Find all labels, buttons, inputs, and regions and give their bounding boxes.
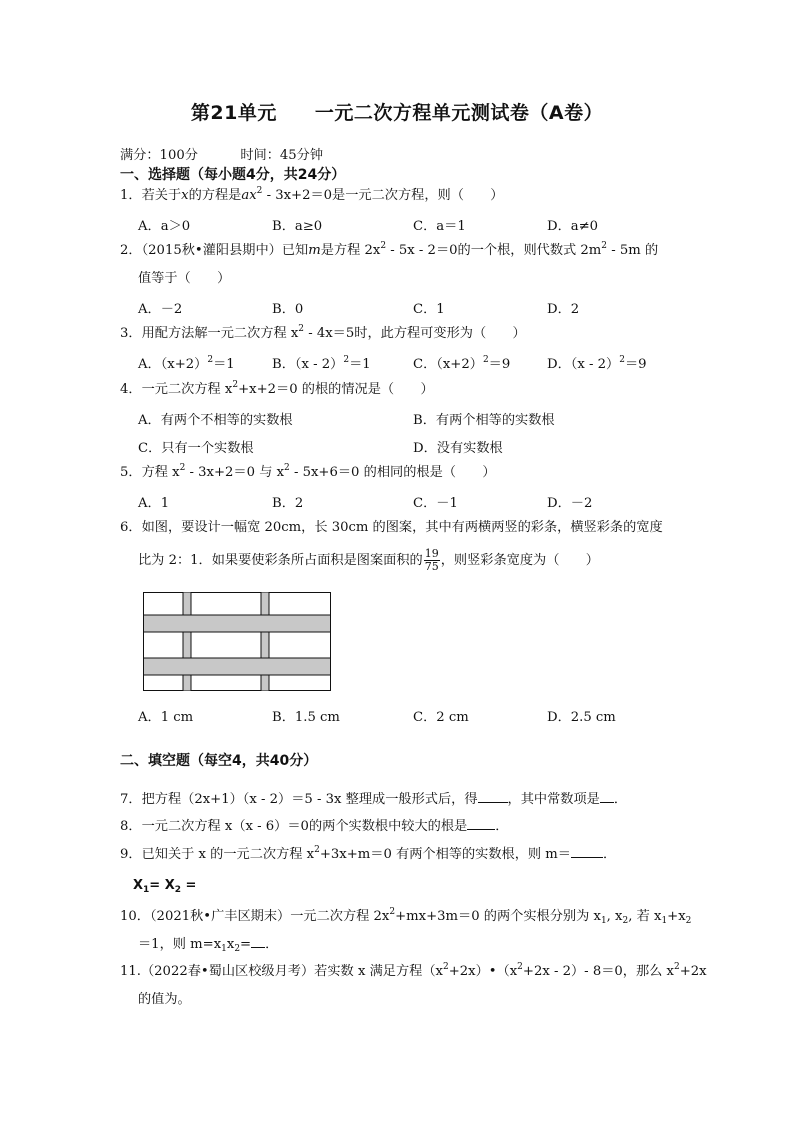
q1-option-d: D．a≠0 — [547, 219, 599, 234]
q6-option-b: B．1.5 cm — [272, 710, 340, 725]
question-11-cont: 的值为。 — [138, 992, 191, 1007]
question-8: 8．一元二次方程 x（x - 6）＝0的两个实数根中较大的根是 ． — [120, 819, 509, 834]
q4-option-c: C．只有一个实数根 — [138, 441, 254, 456]
section1-heading: 一、选择题（每小题4分，共24分） — [120, 167, 346, 183]
blank-q7-form[interactable] — [478, 791, 508, 803]
question-2-cont: 值等于（ ） — [138, 271, 231, 286]
q4-option-d: D．没有实数根 — [413, 441, 503, 456]
q2-option-d: D．2 — [547, 302, 580, 317]
page-title — [0, 98, 794, 125]
blank-q8[interactable] — [467, 818, 495, 830]
time-limit: 时间：45分钟 — [240, 148, 324, 163]
striped-pattern-figure — [143, 592, 331, 691]
pattern-outline — [144, 593, 331, 691]
question-10: 10．（2021秋•广丰区期末）一元二次方程 $2x^2+mx+3m=0$ 的两个实根分别为 $x_1$, $x_2$, 若 $x_1+x_2$ — [120, 907, 692, 926]
full-score: 满分：100分 — [120, 148, 198, 163]
q2-option-b: B．0 — [272, 302, 304, 317]
q4-option-b: B．有两个相等的实数根 — [413, 413, 555, 428]
q3-option-a: A．$(x+2)^2=1$ — [138, 355, 235, 372]
q5-option-a: A．1 — [138, 496, 170, 511]
title-unit: 第21单元 — [190, 102, 277, 124]
q5-option-d: D．－2 — [547, 496, 593, 511]
blank-q9[interactable] — [571, 846, 603, 858]
q2-option-c: C．1 — [413, 302, 445, 317]
question-7: 7．把方程（2x+1）（x - 2）＝5 - 3x 整理成一般形式后，得 ，其中常数项是 ． — [120, 792, 628, 807]
question-2: 2．（2015秋•灌阳县期中）已知m是方程 $2x^2 - 5x - 2=0$的一个根，则代数式 $2m^2 - 5m$ 的 — [120, 241, 659, 258]
q5-option-b: B．2 — [272, 496, 304, 511]
q2-option-a: A．－2 — [138, 302, 183, 317]
blank-q10[interactable] — [251, 936, 265, 948]
exam-meta — [120, 147, 323, 165]
q5-option-c: C．－1 — [413, 496, 458, 511]
blank-q7-constant[interactable] — [600, 791, 614, 803]
q4-option-a: A．有两个不相等的实数根 — [138, 413, 293, 428]
q6-option-d: D．2.5 cm — [547, 710, 616, 725]
q6-option-c: C．2 cm — [413, 710, 469, 725]
question-4: 4．一元二次方程 $x^2+x+2=0$ 的根的情况是（ ） — [120, 380, 434, 397]
horizontal-stripe-2 — [144, 658, 331, 675]
q1-option-b: B．a≥0 — [272, 219, 323, 234]
section2-heading: 二、填空题（每空4，共40分） — [120, 753, 318, 769]
q1-option-c: C．a＝1 — [413, 219, 466, 234]
q3-option-c: C．$(x+2)^2=9$ — [413, 355, 511, 372]
vertical-stripe-1 — [183, 592, 191, 691]
q3-option-b: B．（x - 2）$^2$＝1 — [272, 355, 371, 372]
q6-option-a: A．1 cm — [138, 710, 194, 725]
question-6: 6．如图，要设计一幅宽 20cm，长 30cm 的图案，其中有两横两竖的彩条，横竖彩条的宽度 — [120, 520, 663, 535]
question-9: 9．已知关于 x 的一元二次方程 $x^2+3x+m=0$ 有两个相等的实数根，则 m＝ ． — [120, 845, 617, 862]
question-1: 1．若关于x的方程是$ax^2 - 3x+2=0$是一元二次方程，则（ ） — [120, 186, 504, 203]
question-10-cont: ＝1，则 $m=x_1x_2=$ ． — [138, 937, 279, 954]
vertical-stripe-2 — [261, 592, 269, 691]
question-6-cont: 比为 2：1．如果要使彩条所占面积是图案面积的 $\frac{19}{75}$ ，则竖彩条宽度为（ ） — [138, 547, 599, 573]
question-11: 11.（2022春•蜀山区校级月考）若实数 x 满足方程$(x^2+2x)•(x^2+2x - 2)-$ 8＝0，那么 $x^2+2x$ — [120, 962, 707, 979]
fraction: $\frac{19}{75}$ — [424, 547, 439, 573]
question-9-roots-note: $X_1= X_2$ = — [133, 878, 197, 895]
q1-option-a: A．a＞0 — [138, 219, 191, 234]
question-3: 3．用配方法解一元二次方程 $x^2 - 4x=5$时，此方程可变形为（ ） — [120, 324, 526, 341]
title-name: 一元二次方程单元测试卷（A卷） — [314, 102, 604, 124]
q3-option-d: D．（x - 2）$^2$＝9 — [547, 355, 647, 372]
horizontal-stripe-1 — [144, 615, 331, 632]
question-5: 5．方程 $x^2 - 3x+2=0$ 与 $x^2 - 5x+6=0$ 的相同的根是（ ） — [120, 463, 496, 480]
